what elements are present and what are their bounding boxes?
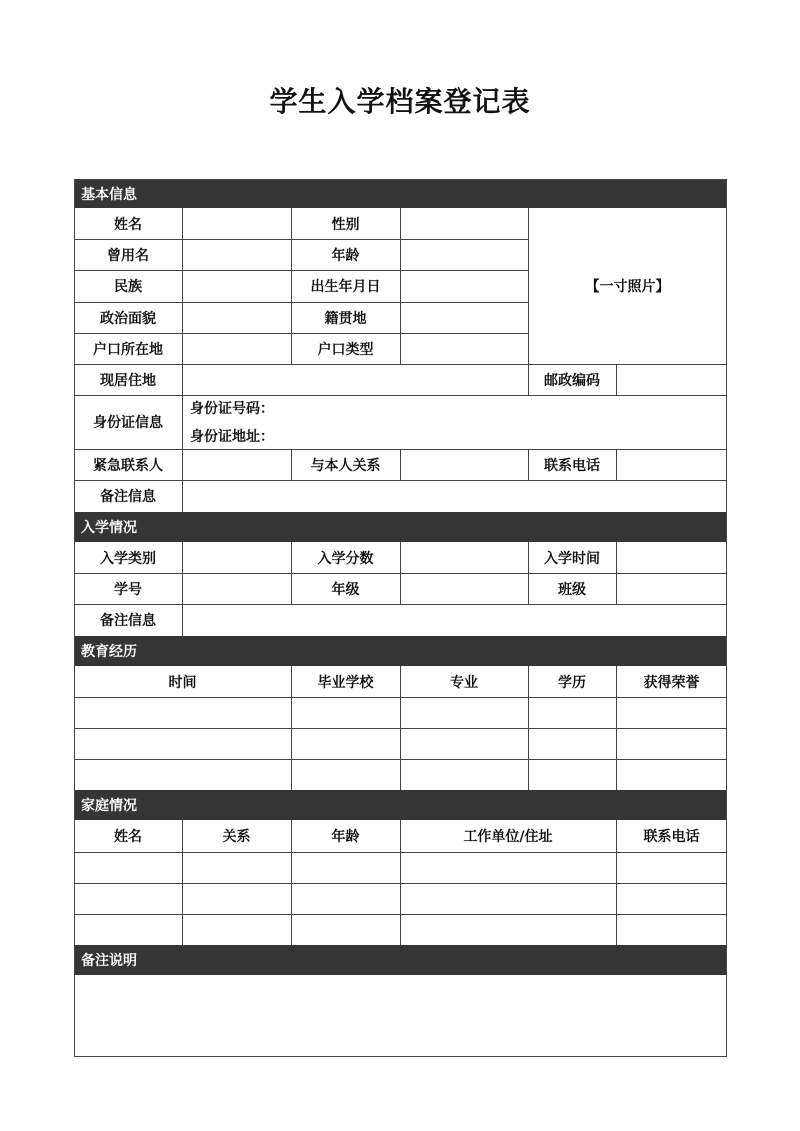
label-native-place: 籍贯地 bbox=[324, 310, 367, 327]
contact-phone-field[interactable] bbox=[616, 449, 727, 480]
age-field[interactable] bbox=[400, 239, 528, 270]
family-col-name: 姓名 bbox=[114, 829, 142, 845]
label-enroll-notes: 备注信息 bbox=[100, 613, 156, 629]
label-hukou-location: 户口所在地 bbox=[93, 341, 163, 358]
student-id-field[interactable] bbox=[182, 573, 291, 604]
political-status-field[interactable] bbox=[182, 302, 291, 333]
label-gender: 性别 bbox=[331, 216, 360, 233]
section-header-remarks: 备注说明 bbox=[74, 945, 727, 975]
edu-col-time: 时间 bbox=[168, 674, 197, 691]
table-row[interactable] bbox=[74, 883, 727, 914]
family-col-age: 年龄 bbox=[331, 829, 360, 845]
id-info-field[interactable] bbox=[182, 395, 727, 449]
gender-field[interactable] bbox=[400, 208, 528, 239]
label-emergency-contact: 紧急联系人 bbox=[93, 457, 163, 474]
current-address-field[interactable] bbox=[182, 364, 528, 395]
family-col-phone: 联系电话 bbox=[643, 829, 700, 845]
birth-date-field[interactable] bbox=[400, 270, 528, 302]
label-class: 班级 bbox=[558, 581, 586, 598]
family-col-workplace: 工作单位/住址 bbox=[463, 829, 553, 845]
table-row[interactable] bbox=[74, 852, 727, 883]
label-id-number: 身份证号码： bbox=[190, 401, 274, 417]
label-enroll-time: 入学时间 bbox=[544, 550, 600, 567]
family-col-relation: 关系 bbox=[222, 829, 251, 845]
page-title: 学生入学档案登记表 bbox=[269, 85, 531, 118]
remarks-textarea[interactable] bbox=[74, 975, 727, 1057]
table-row[interactable] bbox=[74, 728, 727, 759]
label-ethnicity: 民族 bbox=[114, 279, 142, 295]
label-contact-phone: 联系电话 bbox=[544, 457, 600, 474]
table-row[interactable] bbox=[74, 914, 727, 945]
registration-form bbox=[74, 179, 727, 1057]
label-basic-notes: 备注信息 bbox=[100, 489, 156, 505]
hukou-location-field[interactable] bbox=[182, 333, 291, 364]
label-enroll-category: 入学类别 bbox=[100, 550, 156, 567]
edu-col-school: 毕业学校 bbox=[317, 674, 374, 691]
edu-col-degree: 学历 bbox=[558, 674, 586, 691]
label-id-info: 身份证信息 bbox=[93, 415, 163, 431]
label-postal-code: 邮政编码 bbox=[544, 372, 600, 389]
label-name: 姓名 bbox=[114, 216, 142, 233]
enroll-notes-field[interactable] bbox=[182, 604, 727, 636]
enroll-category-field[interactable] bbox=[182, 542, 291, 573]
name-field[interactable] bbox=[182, 208, 291, 239]
label-enroll-score: 入学分数 bbox=[317, 550, 374, 567]
label-relationship: 与本人关系 bbox=[310, 457, 381, 474]
section-header-basic: 基本信息 bbox=[74, 179, 727, 208]
label-grade: 年级 bbox=[331, 581, 360, 598]
label-student-id: 学号 bbox=[114, 581, 142, 598]
hukou-type-field[interactable] bbox=[400, 333, 528, 364]
label-hukou-type: 户口类型 bbox=[317, 341, 374, 358]
ethnicity-field[interactable] bbox=[182, 270, 291, 302]
label-current-address: 现居住地 bbox=[100, 372, 156, 389]
label-political-status: 政治面貌 bbox=[100, 310, 156, 327]
native-place-field[interactable] bbox=[400, 302, 528, 333]
postal-code-field[interactable] bbox=[616, 364, 727, 395]
edu-col-honors: 获得荣誉 bbox=[643, 674, 700, 691]
table-row[interactable] bbox=[74, 697, 727, 728]
photo-placeholder[interactable]: 【一寸照片】 bbox=[585, 279, 670, 295]
edu-col-major: 专业 bbox=[450, 674, 478, 691]
label-birth-date: 出生年月日 bbox=[310, 279, 381, 295]
label-former-name: 曾用名 bbox=[107, 247, 149, 264]
class-field[interactable] bbox=[616, 573, 727, 604]
enroll-score-field[interactable] bbox=[400, 542, 528, 573]
enroll-time-field[interactable] bbox=[616, 542, 727, 573]
section-header-family: 家庭情况 bbox=[74, 790, 727, 820]
label-id-address: 身份证地址： bbox=[190, 429, 274, 445]
relationship-field[interactable] bbox=[400, 449, 528, 480]
grade-field[interactable] bbox=[400, 573, 528, 604]
table-row[interactable] bbox=[74, 759, 727, 790]
basic-notes-field[interactable] bbox=[182, 480, 727, 512]
section-header-enrollment: 入学情况 bbox=[74, 512, 727, 542]
section-header-education: 教育经历 bbox=[74, 636, 727, 666]
emergency-contact-field[interactable] bbox=[182, 449, 291, 480]
former-name-field[interactable] bbox=[182, 239, 291, 270]
label-age: 年龄 bbox=[331, 247, 360, 264]
